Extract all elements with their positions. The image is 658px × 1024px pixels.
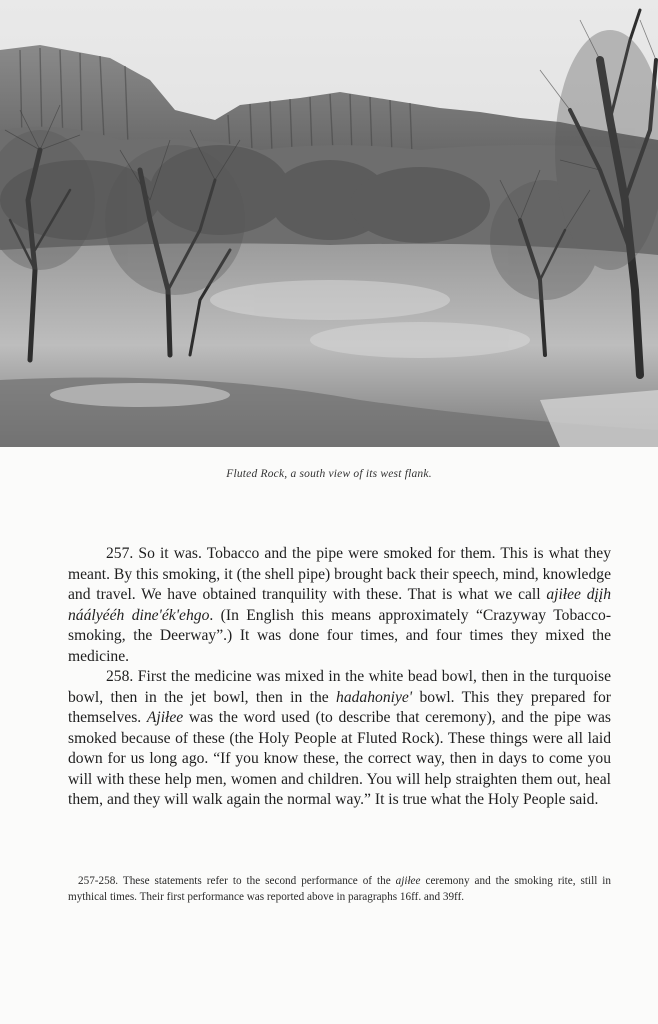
photo-illustration <box>0 0 658 447</box>
paragraph-257: 257. So it was. Tobacco and the pipe were smoked for them. This is what they meant. By this smoking, it (the shell pipe) brought back their speech, mind, knowledge and travel. We have obtained tranquility with these. That is what we call ajiłee dįįh náályééh dine'ék'ehgo. (In English this means approximately “Crazyway Tobacco-smoking, the Deerway”.) It was done four times, and four times they mixed the medicine. <box>68 545 612 665</box>
body-text <box>68 544 611 811</box>
paragraph-258: 258. First the medicine was mixed in the white bead bowl, then in the turquoise bowl, then in the jet bowl, then in the hadahoniye' bowl. This they prepared for themselves. Ajiłee was the word used (to describe that ceremony), and the pipe was smoked because of these (the Holy People at Fluted Rock). These things were all laid down for us long ago. “If you know these, the correct way, then in days to come you will with these help men, women and children. You will help straighten them out, heal them, and they will walk again the normal way.” It is true what the Holy People said. <box>68 668 612 808</box>
photo-fluted-rock <box>0 0 658 447</box>
footnote-257-258: 257-258. These statements refer to the second performance of the ajiłee ceremony and the smoking rite, still in mythical times. Their first performance was reported above in paragraphs 16ff. and 39ff. <box>68 875 611 903</box>
footnote <box>68 873 611 905</box>
figure-caption: Fluted Rock, a south view of its west flank. <box>226 468 432 480</box>
